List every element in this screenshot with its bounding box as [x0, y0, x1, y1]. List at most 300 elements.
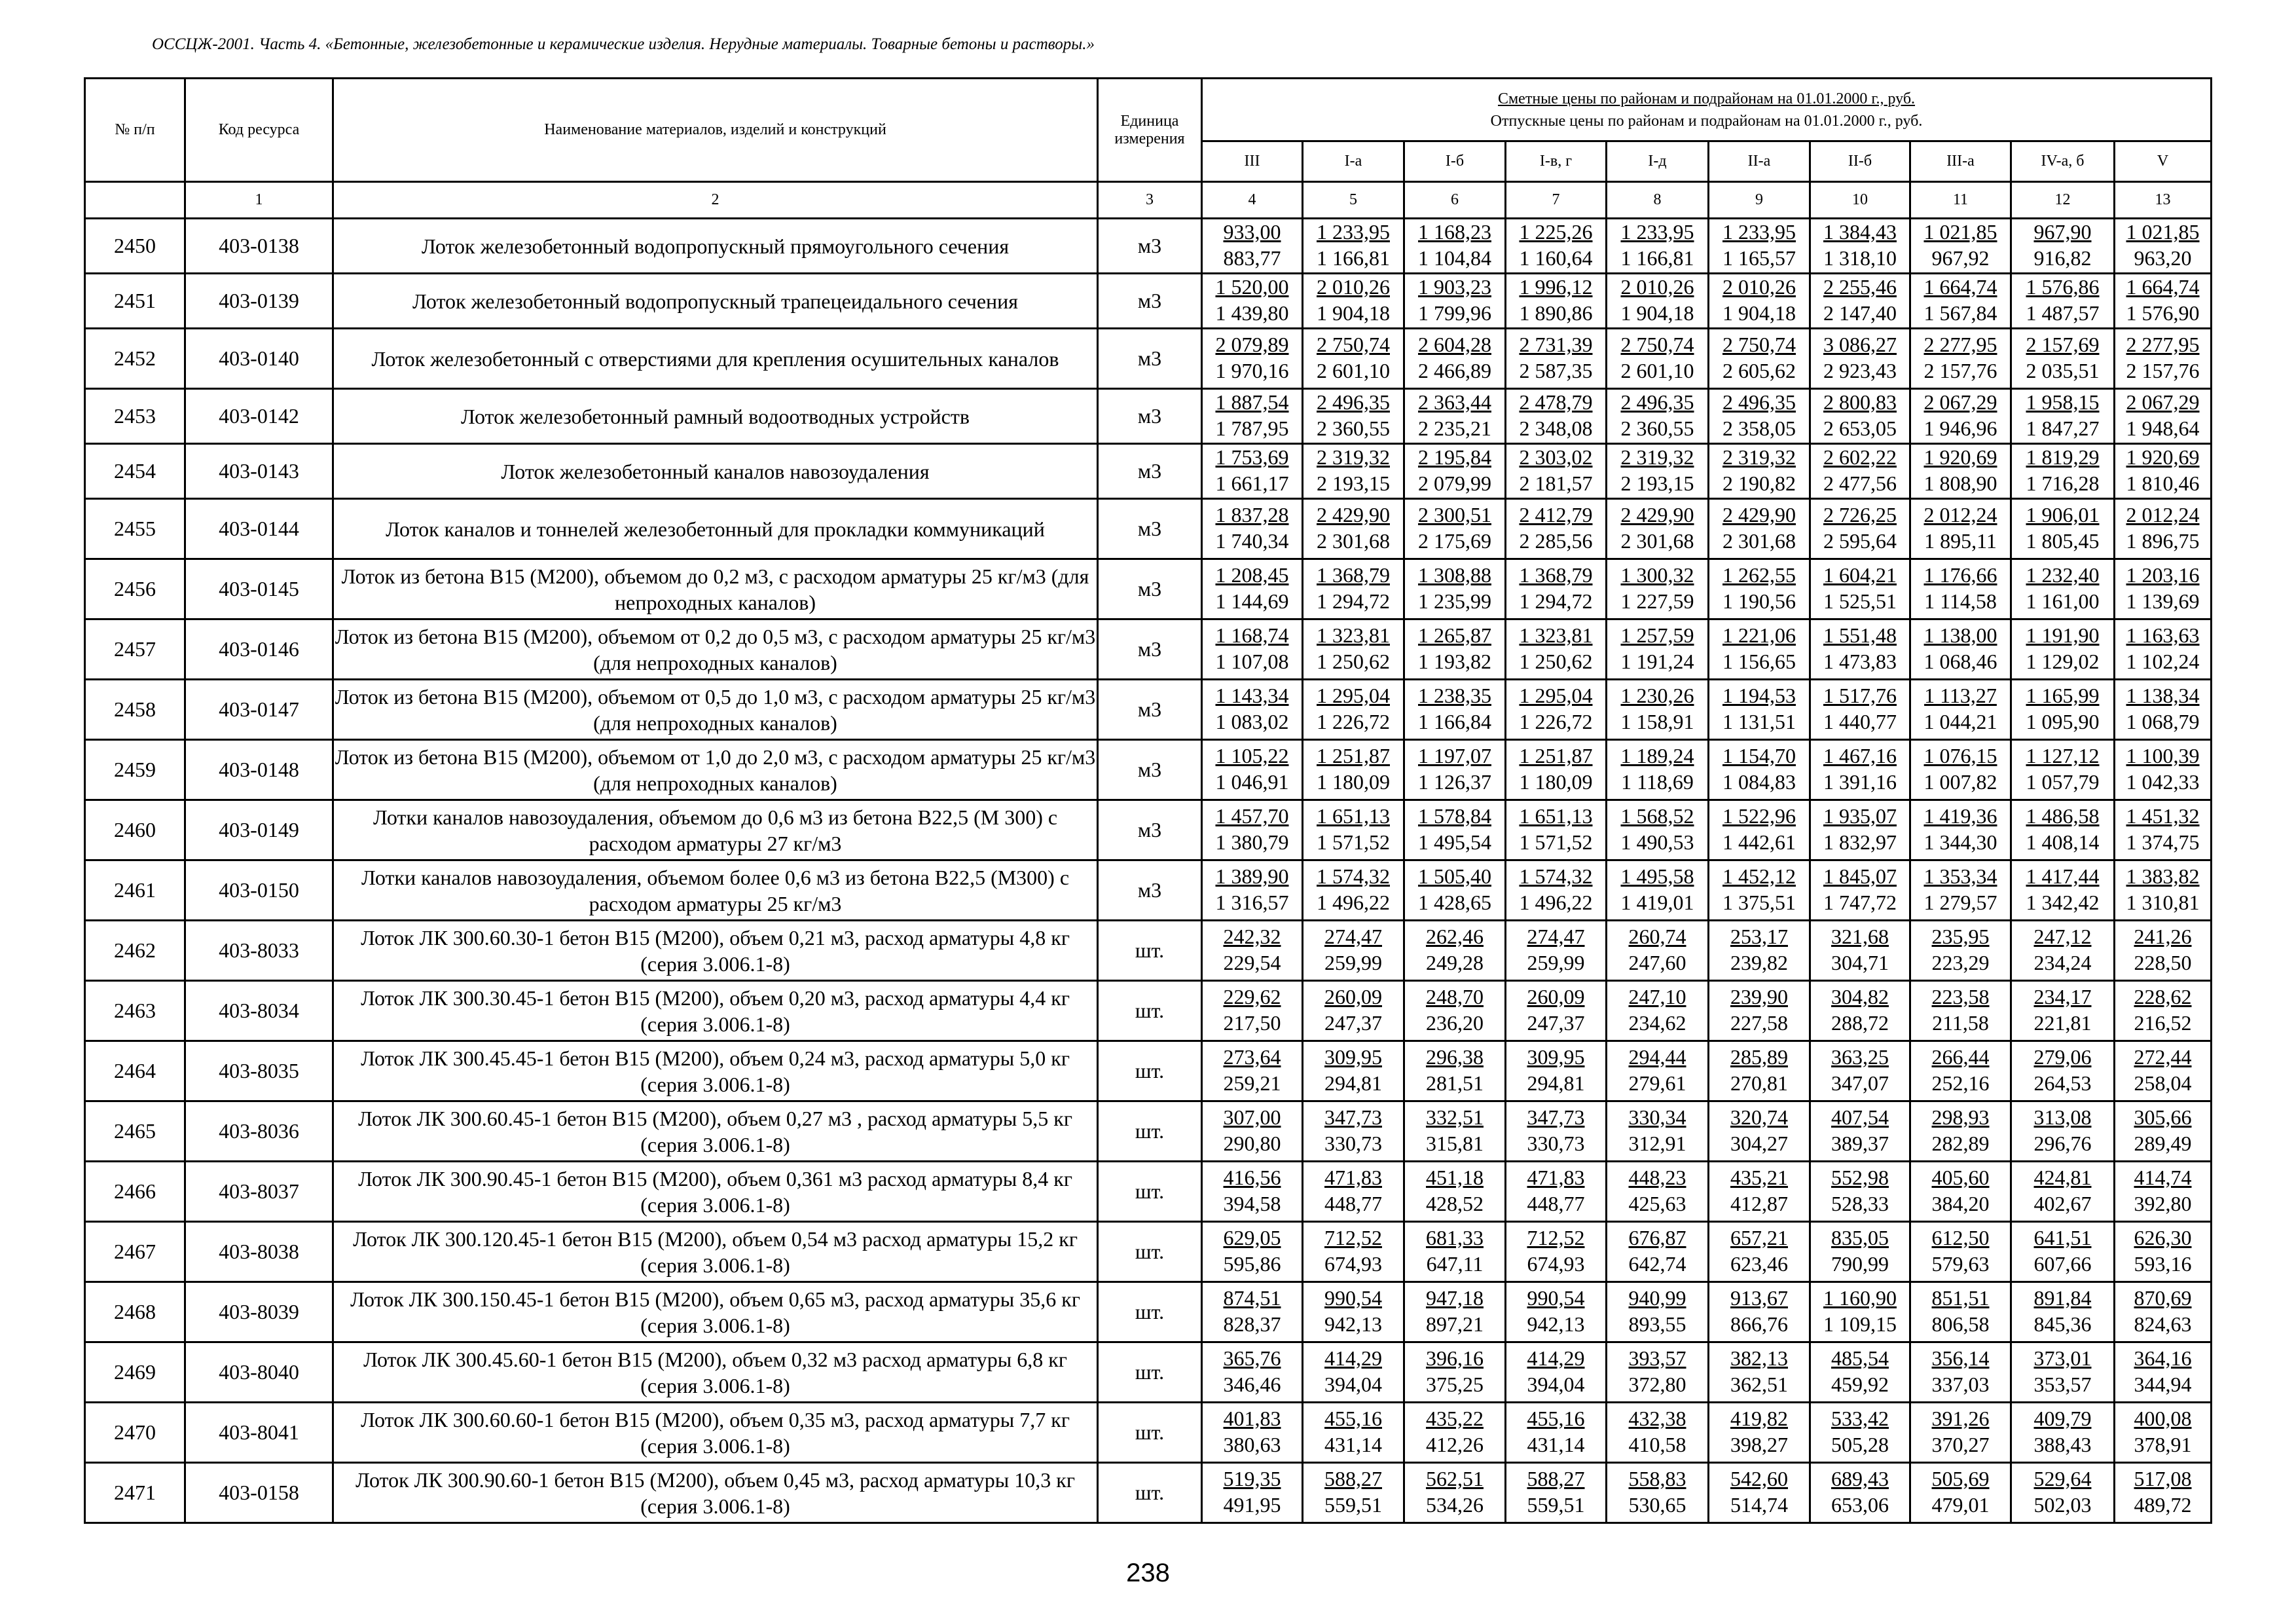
release-price: 1 044,21 [1923, 709, 1997, 733]
unit: шт. [1098, 1101, 1202, 1162]
estimate-price: 1 495,58 [1620, 864, 1694, 888]
price-cell [1506, 1282, 1607, 1342]
estimate-price: 455,16 [1324, 1406, 1382, 1430]
release-price: 448,77 [1527, 1191, 1585, 1215]
release-price: 389,37 [1831, 1131, 1889, 1155]
table-row [85, 559, 2212, 619]
price-cell [1404, 1101, 1506, 1162]
release-price: 1 487,57 [2026, 301, 2100, 325]
estimate-price: 347,73 [1527, 1105, 1585, 1129]
release-price: 828,37 [1223, 1312, 1281, 1336]
price-cell [2011, 1162, 2115, 1222]
price-cell [1810, 444, 1910, 499]
price-cell [1910, 619, 2011, 680]
region-header: I-б [1404, 141, 1506, 182]
row-number: 2459 [85, 740, 185, 800]
estimate-price: 870,69 [2134, 1285, 2192, 1310]
price-cell [2115, 1101, 2212, 1162]
estimate-price: 1 295,04 [1317, 683, 1390, 707]
column-number: 3 [1098, 182, 1202, 219]
release-price: 1 567,84 [1923, 301, 1997, 325]
price-cell [1404, 680, 1506, 740]
release-price: 2 466,89 [1418, 358, 1491, 382]
release-price: 281,51 [1426, 1071, 1484, 1095]
estimate-price: 409,79 [2033, 1406, 2092, 1430]
price-cell [1607, 800, 1709, 860]
release-price: 1 104,84 [1418, 246, 1491, 270]
release-price: 1 166,84 [1418, 709, 1491, 733]
price-cell [1404, 1162, 1506, 1222]
release-price: 2 235,21 [1418, 416, 1491, 440]
resource-code: 403-8037 [185, 1162, 333, 1222]
price-cell [1404, 1463, 1506, 1523]
release-price: 1 847,27 [2026, 416, 2100, 440]
estimate-price: 294,44 [1628, 1044, 1686, 1069]
price-cell [1506, 1162, 1607, 1222]
price-cell [1910, 1403, 2011, 1463]
release-price: 384,20 [1931, 1191, 1990, 1215]
release-price: 534,26 [1426, 1492, 1484, 1517]
estimate-price: 1 168,74 [1215, 623, 1289, 647]
release-price: 883,77 [1223, 246, 1281, 270]
estimate-price: 2 429,90 [1620, 502, 1694, 526]
estimate-price: 1 845,07 [1823, 864, 1897, 888]
price-cell [1404, 981, 1506, 1041]
estimate-price: 1 578,84 [1418, 803, 1491, 828]
material-name: Лоток ЛК 300.30.45-1 бетон В15 (М200), объем 0,20 м3, расход арматуры 4,4 кг (серия 3.006.1-8) [333, 981, 1098, 1041]
price-cell [1404, 444, 1506, 499]
price-cell [1506, 680, 1607, 740]
estimate-price: 1 574,32 [1519, 864, 1593, 888]
price-cell [1709, 329, 1810, 389]
price-cell [1607, 921, 1709, 981]
row-number: 2453 [85, 389, 185, 444]
release-price: 372,80 [1628, 1372, 1686, 1396]
release-price: 2 653,05 [1823, 416, 1897, 440]
release-price: 330,73 [1527, 1131, 1585, 1155]
price-cell [1709, 1463, 1810, 1523]
price-cell [1810, 1162, 1910, 1222]
price-cell [1404, 1222, 1506, 1282]
release-price: 249,28 [1426, 950, 1484, 974]
column-number: 4 [1202, 182, 1303, 219]
price-cell [1810, 1342, 1910, 1403]
release-price: 2 301,68 [1722, 528, 1796, 553]
release-price: 1 495,54 [1418, 830, 1491, 854]
estimate-price: 2 800,83 [1823, 390, 1897, 414]
estimate-price: 2 731,39 [1519, 332, 1593, 356]
resource-code: 403-0144 [185, 499, 333, 559]
estimate-price: 712,52 [1324, 1225, 1382, 1249]
price-cell [1506, 389, 1607, 444]
estimate-price: 432,38 [1628, 1406, 1686, 1430]
release-price: 1 948,64 [2126, 416, 2200, 440]
estimate-price: 913,67 [1730, 1285, 1788, 1310]
estimate-price: 2 067,29 [1923, 390, 1997, 414]
estimate-price: 519,35 [1223, 1466, 1281, 1490]
price-cell [1202, 499, 1303, 559]
release-price: 1 084,83 [1722, 769, 1796, 794]
material-name: Лоток ЛК 300.60.45-1 бетон В15 (М200), объем 0,27 м3 , расход арматуры 5,5 кг (серия 3.006.1-8) [333, 1101, 1098, 1162]
price-cell [2115, 1282, 2212, 1342]
release-price: 247,60 [1628, 950, 1686, 974]
release-price: 653,06 [1831, 1492, 1889, 1517]
release-price: 1 895,11 [1924, 528, 1997, 553]
price-cell [1910, 680, 2011, 740]
release-price: 378,91 [2134, 1432, 2192, 1456]
price-cell [1607, 1222, 1709, 1282]
price-cell [1303, 921, 1404, 981]
price-cell [2115, 219, 2212, 274]
material-name: Лоток ЛК 300.90.45-1 бетон В15 (М200), объем 0,361 м3 расход арматуры 8,4 кг (серия 3.006.1-8) [333, 1162, 1098, 1222]
price-cell [1910, 921, 2011, 981]
estimate-price: 1 208,45 [1215, 563, 1289, 587]
estimate-price: 1 113,27 [1924, 683, 1997, 707]
price-cell [1202, 559, 1303, 619]
price-cell [1506, 1101, 1607, 1162]
price-cell [1709, 559, 1810, 619]
unit: шт. [1098, 1282, 1202, 1342]
price-cell [1202, 740, 1303, 800]
release-price: 315,81 [1426, 1131, 1484, 1155]
estimate-price: 1 191,90 [2026, 623, 2100, 647]
release-price: 1 787,95 [1215, 416, 1289, 440]
release-price: 1 046,91 [1215, 769, 1289, 794]
header-release-prices: Отпускные цены по районам и подрайонам на 01.01.2000 г., руб. [1490, 112, 1923, 130]
release-price: 1 904,18 [1620, 301, 1694, 325]
price-cell [1303, 1342, 1404, 1403]
estimate-price: 424,81 [2033, 1165, 2092, 1189]
estimate-price: 1 165,99 [2026, 683, 2100, 707]
estimate-price: 1 232,40 [2026, 563, 2100, 587]
estimate-price: 2 277,95 [2126, 332, 2200, 356]
row-number: 2452 [85, 329, 185, 389]
estimate-price: 517,08 [2134, 1466, 2192, 1490]
release-price: 337,03 [1931, 1372, 1990, 1396]
price-cell [1910, 389, 2011, 444]
price-cell [1303, 274, 1404, 329]
release-price: 431,14 [1527, 1432, 1585, 1456]
estimate-price: 1 819,29 [2026, 445, 2100, 469]
table-row [85, 921, 2212, 981]
estimate-price: 330,34 [1628, 1105, 1686, 1129]
estimate-price: 309,95 [1527, 1044, 1585, 1069]
price-cell [2115, 1342, 2212, 1403]
price-cell [2115, 1222, 2212, 1282]
release-price: 1 342,42 [2026, 890, 2100, 914]
price-cell [1202, 860, 1303, 921]
release-price: 2 079,99 [1418, 471, 1491, 495]
release-price: 304,27 [1730, 1131, 1788, 1155]
estimate-price: 1 163,63 [2126, 623, 2200, 647]
estimate-price: 558,83 [1628, 1466, 1686, 1490]
estimate-price: 1 368,79 [1519, 563, 1593, 587]
estimate-price: 1 467,16 [1823, 743, 1897, 767]
release-price: 1 227,59 [1620, 589, 1694, 613]
estimate-price: 307,00 [1223, 1105, 1281, 1129]
price-cell [1810, 619, 1910, 680]
estimate-price: 1 920,69 [2126, 445, 2200, 469]
price-cell [2011, 921, 2115, 981]
estimate-price: 1 295,04 [1519, 683, 1593, 707]
price-cell [2011, 389, 2115, 444]
unit: м3 [1098, 274, 1202, 329]
estimate-price: 2 255,46 [1823, 274, 1897, 299]
price-cell [1506, 219, 1607, 274]
estimate-price: 313,08 [2033, 1105, 2092, 1129]
estimate-price: 1 664,74 [1923, 274, 1997, 299]
unit: м3 [1098, 444, 1202, 499]
release-price: 2 601,10 [1317, 358, 1390, 382]
release-price: 236,20 [1426, 1010, 1484, 1035]
estimate-price: 419,82 [1730, 1406, 1788, 1430]
release-price: 259,21 [1223, 1071, 1281, 1095]
estimate-price: 1 143,34 [1215, 683, 1289, 707]
region-header: III-а [1910, 141, 2011, 182]
row-number: 2465 [85, 1101, 185, 1162]
estimate-price: 405,60 [1931, 1165, 1990, 1189]
price-cell [1202, 1222, 1303, 1282]
release-price: 1 279,57 [1923, 890, 1997, 914]
price-cell [1202, 329, 1303, 389]
release-price: 1 344,30 [1923, 830, 1997, 854]
release-price: 647,11 [1426, 1251, 1484, 1276]
estimate-price: 396,16 [1426, 1346, 1484, 1370]
release-price: 897,21 [1426, 1312, 1484, 1336]
release-price: 1 439,80 [1215, 301, 1289, 325]
table-row [85, 740, 2212, 800]
release-price: 963,20 [2134, 246, 2192, 270]
release-price: 312,91 [1628, 1131, 1686, 1155]
release-price: 282,89 [1931, 1131, 1990, 1155]
estimate-price: 471,83 [1324, 1165, 1382, 1189]
price-cell [1202, 680, 1303, 740]
release-price: 2 348,08 [1519, 416, 1593, 440]
price-cell [1404, 499, 1506, 559]
price-cell [2115, 860, 2212, 921]
table-row [85, 219, 2212, 274]
release-price: 866,76 [1730, 1312, 1788, 1336]
release-price: 259,99 [1324, 950, 1382, 974]
price-cell [2115, 921, 2212, 981]
release-price: 1 193,82 [1418, 649, 1491, 673]
estimate-price: 229,62 [1223, 984, 1281, 1008]
material-name: Лоток ЛК 300.45.60-1 бетон В15 (М200), объем 0,32 м3 расход арматуры 6,8 кг (серия 3.006.1-8) [333, 1342, 1098, 1403]
estimate-price: 2 496,35 [1722, 390, 1796, 414]
estimate-price: 1 308,88 [1418, 563, 1491, 587]
resource-code: 403-0158 [185, 1463, 333, 1523]
estimate-price: 1 417,44 [2026, 864, 2100, 888]
resource-code: 403-0140 [185, 329, 333, 389]
release-price: 1 118,69 [1621, 769, 1694, 794]
release-price: 1 235,99 [1418, 589, 1491, 613]
estimate-price: 332,51 [1426, 1105, 1484, 1129]
release-price: 2 190,82 [1722, 471, 1796, 495]
price-cell [1506, 800, 1607, 860]
release-price: 674,93 [1324, 1251, 1382, 1276]
release-price: 1 250,62 [1317, 649, 1390, 673]
price-cell [1607, 1041, 1709, 1101]
release-price: 431,14 [1324, 1432, 1382, 1456]
release-price: 217,50 [1223, 1010, 1281, 1035]
estimate-price: 1 664,74 [2126, 274, 2200, 299]
release-price: 1 310,81 [2126, 890, 2200, 914]
estimate-price: 1 265,87 [1418, 623, 1491, 647]
estimate-price: 1 935,07 [1823, 803, 1897, 828]
estimate-price: 3 086,27 [1823, 332, 1897, 356]
estimate-price: 416,56 [1223, 1165, 1281, 1189]
estimate-price: 234,17 [2033, 984, 2092, 1008]
price-cell [1506, 740, 1607, 800]
release-price: 410,58 [1628, 1432, 1686, 1456]
release-price: 294,81 [1527, 1071, 1585, 1095]
estimate-price: 2 195,84 [1418, 445, 1491, 469]
region-header: I-а [1303, 141, 1404, 182]
price-cell [1404, 921, 1506, 981]
release-price: 428,52 [1426, 1191, 1484, 1215]
release-price: 1 375,51 [1722, 890, 1796, 914]
resource-code: 403-0148 [185, 740, 333, 800]
estimate-price: 1 384,43 [1823, 219, 1897, 244]
estimate-price: 274,47 [1324, 924, 1382, 948]
price-cell [1404, 800, 1506, 860]
release-price: 2 193,15 [1620, 471, 1694, 495]
release-price: 1 226,72 [1317, 709, 1390, 733]
release-price: 505,28 [1831, 1432, 1889, 1456]
price-cell [2011, 1463, 2115, 1523]
price-cell [2011, 1041, 2115, 1101]
release-price: 967,92 [1931, 246, 1990, 270]
release-price: 227,58 [1730, 1010, 1788, 1035]
release-price: 425,63 [1628, 1191, 1686, 1215]
release-price: 674,93 [1527, 1251, 1585, 1276]
release-price: 216,52 [2134, 1010, 2192, 1035]
table-row [85, 1101, 2212, 1162]
estimate-price: 2 750,74 [1722, 332, 1796, 356]
price-cell [1404, 1041, 1506, 1101]
estimate-price: 657,21 [1730, 1225, 1788, 1249]
estimate-price: 1 203,16 [2126, 563, 2200, 587]
price-cell [1709, 860, 1810, 921]
release-price: 211,58 [1932, 1010, 1989, 1035]
price-cell [1910, 800, 2011, 860]
page-number: 238 [1126, 1559, 1170, 1587]
estimate-price: 2 750,74 [1317, 332, 1390, 356]
estimate-price: 239,90 [1730, 984, 1788, 1008]
estimate-price: 393,57 [1628, 1346, 1686, 1370]
resource-code: 403-0145 [185, 559, 333, 619]
estimate-price: 1 323,81 [1519, 623, 1593, 647]
release-price: 264,53 [2033, 1071, 2092, 1095]
estimate-price: 1 651,13 [1519, 803, 1593, 828]
price-cell [1506, 444, 1607, 499]
release-price: 2 358,05 [1722, 416, 1796, 440]
release-price: 1 946,96 [1923, 416, 1997, 440]
price-cell [1607, 981, 1709, 1041]
release-price: 1 525,51 [1823, 589, 1897, 613]
release-price: 459,92 [1831, 1372, 1889, 1396]
price-cell [1404, 274, 1506, 329]
row-number: 2467 [85, 1222, 185, 1282]
price-cell [1506, 860, 1607, 921]
price-cell [1810, 1282, 1910, 1342]
release-price: 1 107,08 [1215, 649, 1289, 673]
release-price: 1 102,24 [2126, 649, 2200, 673]
estimate-price: 485,54 [1831, 1346, 1889, 1370]
release-price: 1 747,72 [1823, 890, 1897, 914]
header-row [85, 79, 2212, 141]
release-price: 2 301,68 [1317, 528, 1390, 553]
estimate-price: 401,83 [1223, 1406, 1281, 1430]
price-cell [1303, 1162, 1404, 1222]
row-number: 2470 [85, 1403, 185, 1463]
region-header: III [1202, 141, 1303, 182]
unit: м3 [1098, 499, 1202, 559]
estimate-price: 451,18 [1426, 1165, 1484, 1189]
price-cell [1709, 499, 1810, 559]
release-price: 2 360,55 [1620, 416, 1694, 440]
release-price: 942,13 [1527, 1312, 1585, 1336]
release-price: 344,94 [2134, 1372, 2192, 1396]
price-cell [2115, 389, 2212, 444]
estimate-price: 1 238,35 [1418, 683, 1491, 707]
table-row [85, 1403, 2212, 1463]
table-row [85, 274, 2212, 329]
price-cell [2115, 1463, 2212, 1523]
price-cell [2011, 619, 2115, 680]
release-price: 1 165,57 [1722, 246, 1796, 270]
price-cell [1607, 680, 1709, 740]
price-cell [1810, 921, 1910, 981]
release-price: 942,13 [1324, 1312, 1382, 1336]
release-price: 2 147,40 [1823, 301, 1897, 325]
price-cell [1202, 1101, 1303, 1162]
price-cell [1810, 389, 1910, 444]
price-cell [2115, 329, 2212, 389]
release-price: 1 161,00 [2026, 589, 2100, 613]
column-number-blank [85, 182, 185, 219]
release-price: 370,27 [1931, 1432, 1990, 1456]
price-cell [1506, 1041, 1607, 1101]
price-cell [1910, 1222, 2011, 1282]
material-name: Лоток железобетонный каналов навозоудаления [333, 444, 1098, 499]
estimate-price: 1 604,21 [1823, 563, 1897, 587]
estimate-price: 435,22 [1426, 1406, 1484, 1430]
price-cell [1910, 981, 2011, 1041]
unit: шт. [1098, 1342, 1202, 1403]
release-price: 2 605,62 [1722, 358, 1796, 382]
estimate-price: 1 105,22 [1215, 743, 1289, 767]
release-price: 623,46 [1730, 1251, 1788, 1276]
price-cell [1910, 860, 2011, 921]
release-price: 1 374,75 [2126, 830, 2200, 854]
release-price: 1 318,10 [1823, 246, 1897, 270]
region-header: IV-а, б [2011, 141, 2115, 182]
release-price: 412,87 [1730, 1191, 1788, 1215]
price-cell [1303, 1101, 1404, 1162]
release-price: 353,57 [2033, 1372, 2092, 1396]
release-price: 1 191,24 [1620, 649, 1694, 673]
release-price: 394,04 [1324, 1372, 1382, 1396]
estimate-price: 851,51 [1931, 1285, 1990, 1310]
price-cell [1506, 619, 1607, 680]
row-number: 2456 [85, 559, 185, 619]
release-price: 824,63 [2134, 1312, 2192, 1336]
release-price: 1 126,37 [1418, 769, 1491, 794]
estimate-price: 891,84 [2033, 1285, 2092, 1310]
price-cell [1506, 499, 1607, 559]
price-cell [1506, 559, 1607, 619]
